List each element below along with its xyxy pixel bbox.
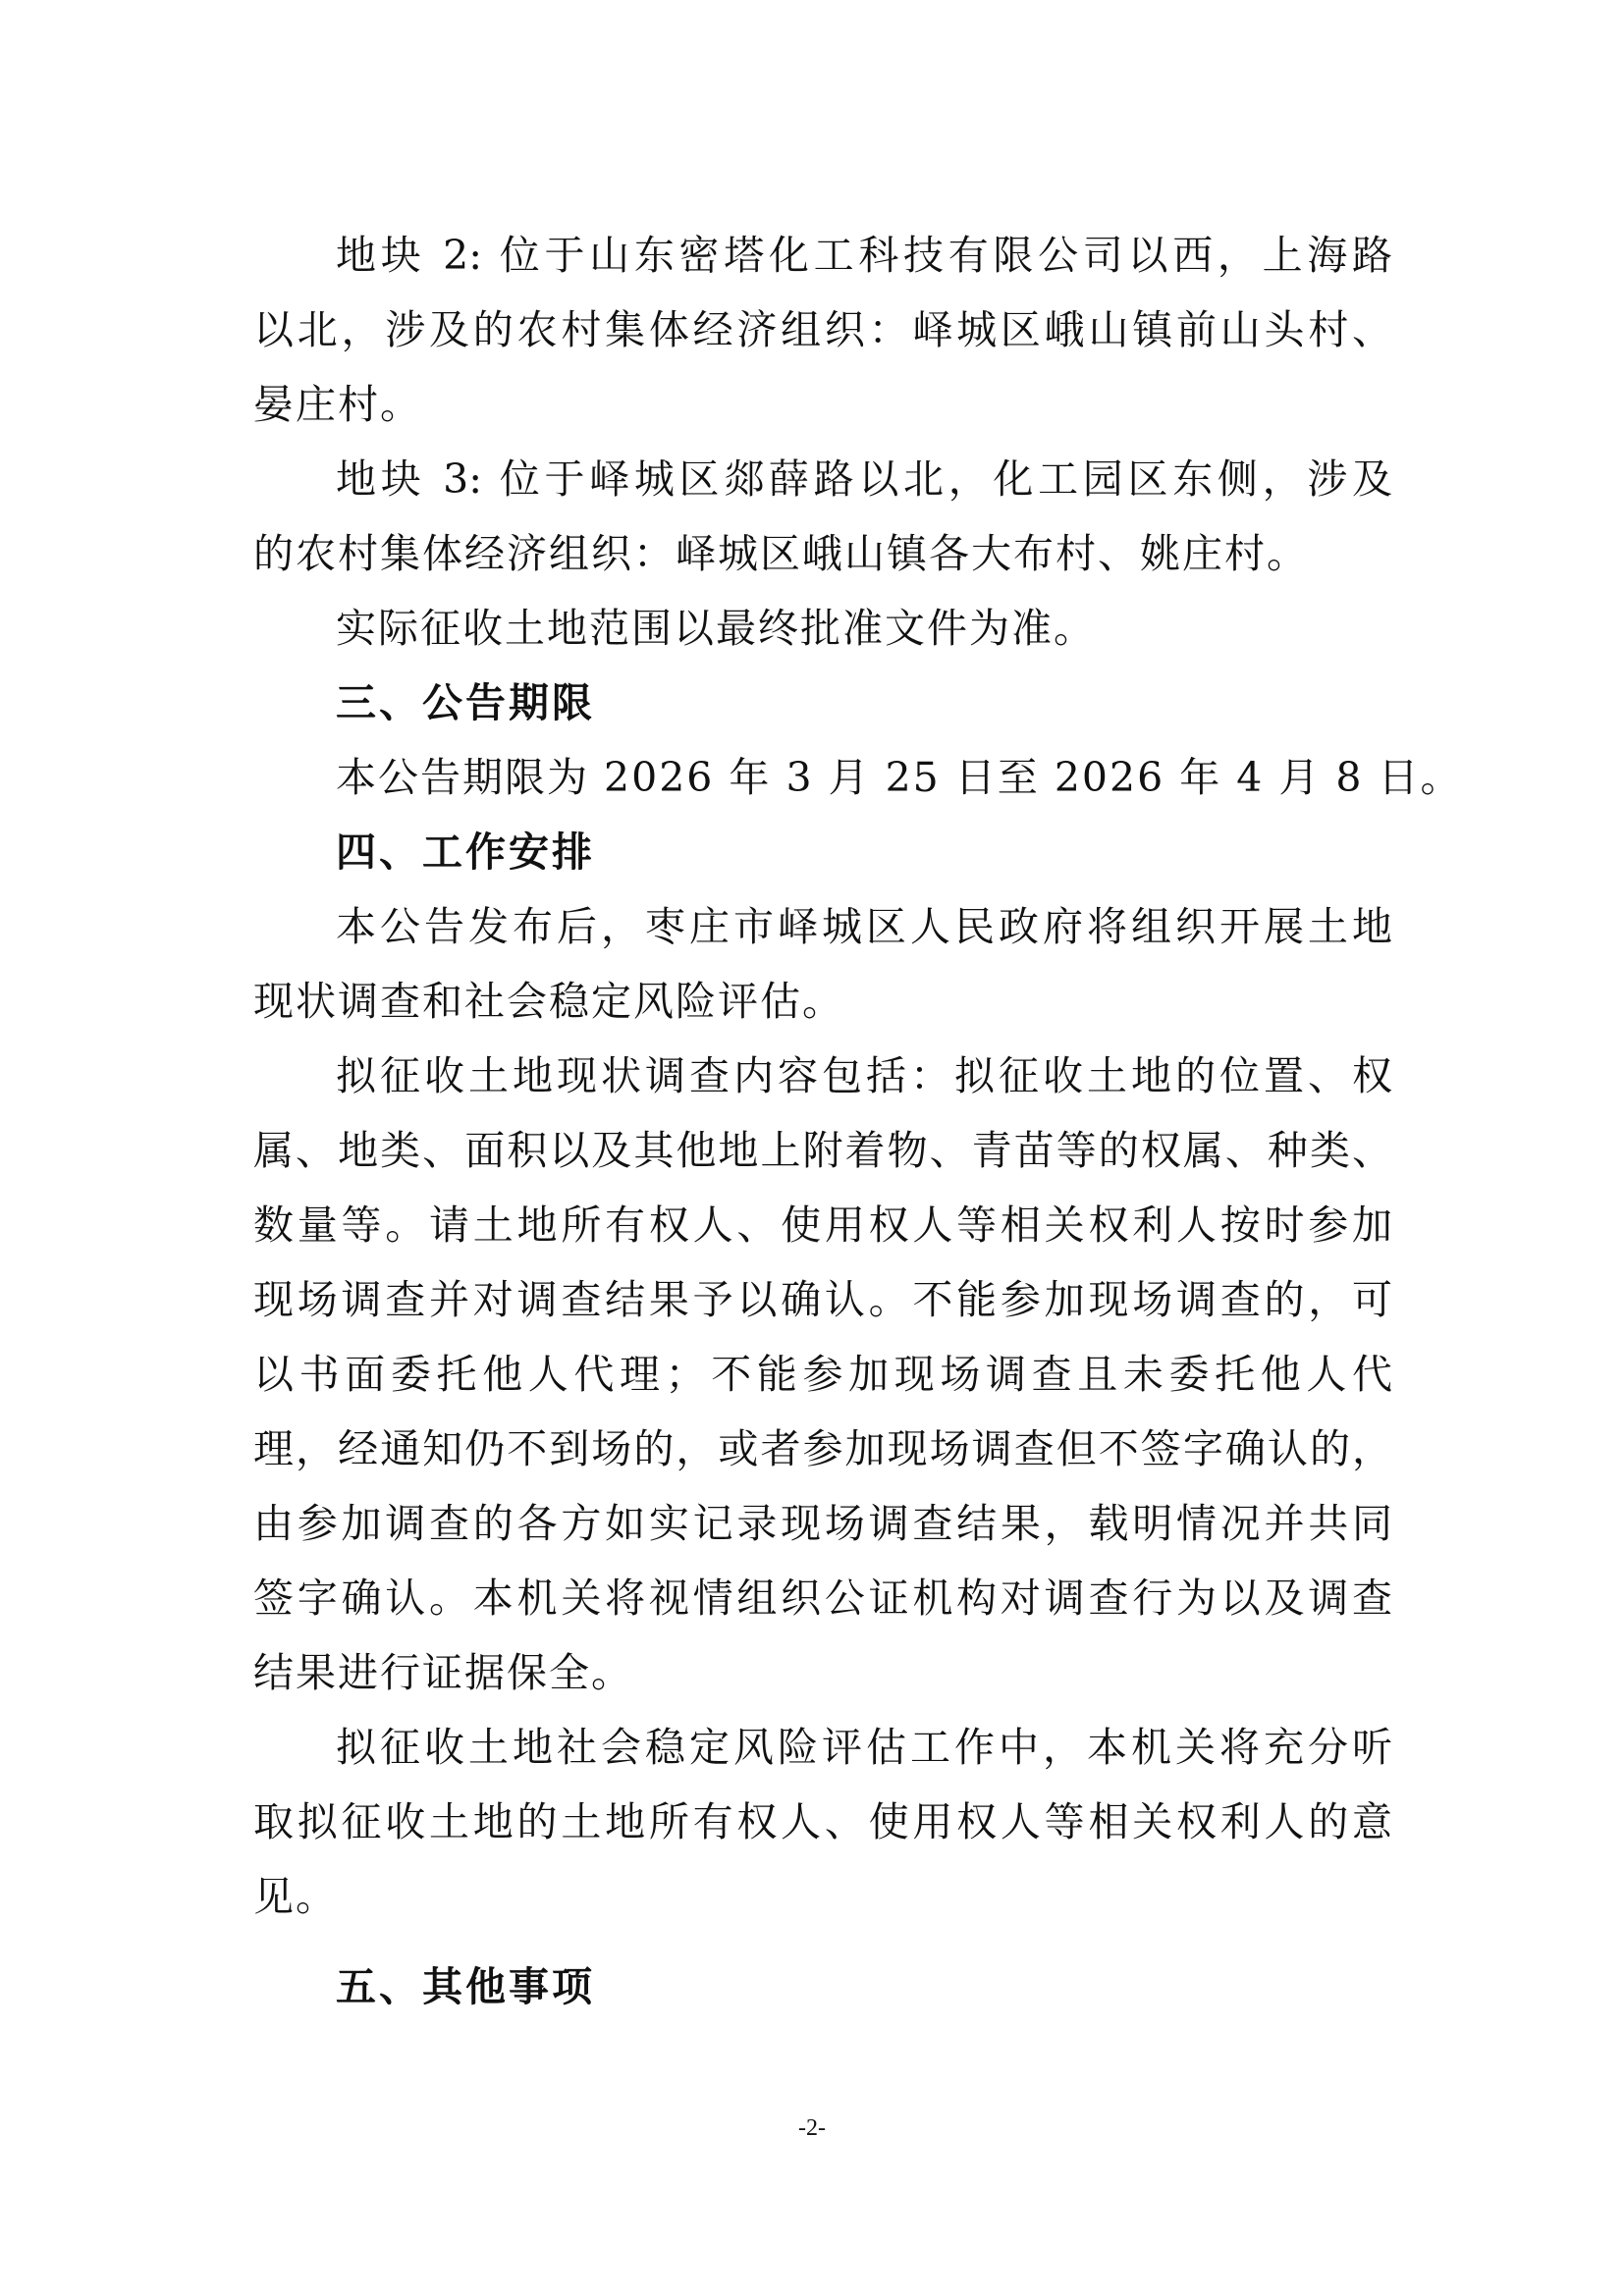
text-line: 的农村集体经济组织：峄城区峨山镇各大布村、姚庄村。	[253, 530, 1309, 577]
section-heading: 五、其他事项	[336, 1963, 595, 2010]
text-line: 地块 2: 位于山东密塔化工科技有限公司以西，上海路	[336, 232, 1392, 279]
text-line: 现状调查和社会稳定风险评估。	[253, 978, 844, 1025]
text-line: 由参加调查的各方如实记录现场调查结果，载明情况并共同	[253, 1500, 1392, 1547]
text-line: 本公告期限为 2026 年 3 月 25 日至 2026 年 4 月 8 日。	[336, 754, 1463, 801]
text-line: 取拟征收土地的土地所有权人、使用权人等相关权利人的意	[253, 1798, 1392, 1845]
text-line: 地块 3: 位于峄城区郯薛路以北，化工园区东侧，涉及	[336, 455, 1392, 503]
text-line: 签字确认。本机关将视情组织公证机构对调查行为以及调查	[253, 1575, 1392, 1622]
text-line: 属、地类、面积以及其他地上附着物、青苗等的权属、种类、	[253, 1127, 1392, 1174]
text-line: 理，经通知仍不到场的，或者参加现场调查但不签字确认的，	[253, 1425, 1392, 1472]
text-line: 见。	[253, 1873, 338, 1920]
text-line: 以北，涉及的农村集体经济组织：峄城区峨山镇前山头村、	[253, 306, 1392, 353]
text-line: 拟征收土地现状调查内容包括：拟征收土地的位置、权	[336, 1052, 1392, 1099]
text-line: 本公告发布后，枣庄市峄城区人民政府将组织开展土地	[336, 903, 1392, 950]
text-line: 晏庄村。	[253, 381, 422, 428]
page-number: -2-	[798, 2115, 826, 2141]
text-line: 以书面委托他人代理；不能参加现场调查且未委托他人代	[253, 1351, 1392, 1398]
document-body	[253, 218, 1463, 2024]
text-line: 结果进行证据保全。	[253, 1649, 633, 1696]
section-heading: 四、工作安排	[336, 828, 595, 876]
text-line: 实际征收土地范围以最终批准文件为准。	[336, 605, 1096, 652]
section-heading: 三、公告期限	[336, 679, 595, 726]
text-line: 拟征收土地社会稳定风险评估工作中，本机关将充分听	[336, 1724, 1392, 1771]
text-line: 现场调查并对调查结果予以确认。不能参加现场调查的，可	[253, 1276, 1392, 1323]
text-line: 数量等。请土地所有权人、使用权人等相关权利人按时参加	[253, 1201, 1392, 1249]
